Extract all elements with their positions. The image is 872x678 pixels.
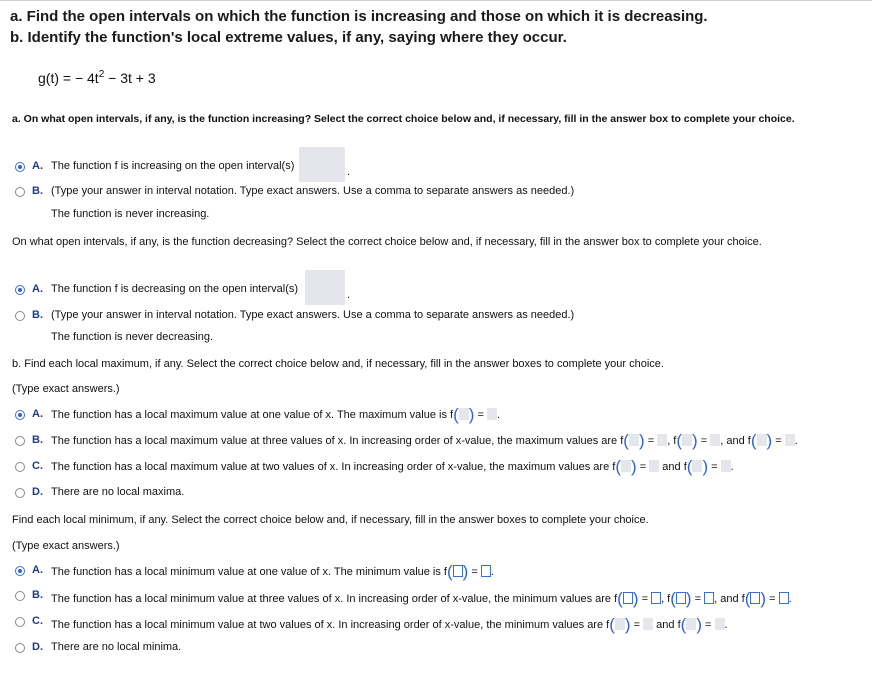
function-exponent: 2	[98, 69, 105, 80]
max-c-line	[51, 457, 734, 476]
equals: =	[769, 593, 776, 605]
paren: (	[680, 615, 687, 634]
paren: )	[692, 431, 698, 450]
choice-letter: B.	[32, 434, 43, 446]
period: .	[788, 593, 792, 605]
paren: (	[453, 405, 459, 424]
paren: (	[623, 431, 629, 450]
answer-box[interactable]	[623, 592, 633, 604]
radio-max-d[interactable]	[15, 488, 25, 498]
comma-f: , f	[667, 435, 677, 447]
min-a-line	[51, 562, 494, 581]
choice-text: The function has a local minimum value at one value of x. The minimum value is f	[51, 566, 447, 578]
question-increasing: a. On what open intervals, if any, is the function increasing? Select the correct choice below and, if necessary, fill in the answer box to complete your choice.	[12, 113, 795, 125]
paren: (	[670, 589, 676, 608]
equals: =	[633, 619, 641, 631]
choice-letter: B.	[32, 309, 43, 321]
choice-text: The function is never decreasing.	[51, 331, 214, 343]
hint-exact: (Type exact answers.)	[12, 540, 120, 552]
equals: =	[694, 593, 702, 605]
choice-text: The function has a local minimum value at three values of x. In increasing order of x-value, the minimum values are f	[51, 593, 618, 605]
function-expression	[38, 69, 156, 86]
period: .	[490, 566, 494, 578]
answer-box[interactable]	[453, 565, 463, 577]
period: .	[347, 166, 351, 178]
answer-box[interactable]	[785, 434, 795, 446]
choice-letter: B.	[32, 589, 43, 601]
radio-min-d[interactable]	[15, 643, 25, 653]
choice-letter: A.	[32, 160, 43, 172]
answer-box[interactable]	[686, 618, 696, 630]
paren: )	[760, 589, 767, 608]
paren: (	[617, 589, 623, 608]
equals: =	[705, 619, 712, 631]
comma-and-f: , and f	[720, 435, 751, 447]
answer-box[interactable]	[715, 618, 725, 630]
choice-text: The function is never increasing.	[51, 208, 210, 220]
question-local-max: b. Find each local maximum, if any. Select the correct choice below and, if necessary, fill in the answer boxes to complete your choice.	[12, 358, 664, 370]
choice-text: The function has a local minimum value at two values of x. In increasing order of x-value, the minimum values are f	[51, 619, 610, 631]
radio-dec-a[interactable]	[15, 285, 25, 295]
function-lhs: g(t) = − 4t	[38, 70, 99, 86]
paren: )	[685, 589, 692, 608]
answer-box[interactable]	[692, 460, 702, 472]
answer-box[interactable]	[704, 592, 714, 604]
choice-letter: A.	[32, 283, 43, 295]
paren: )	[468, 405, 475, 424]
and-f: and f	[662, 461, 687, 473]
choice-letter: A.	[32, 408, 43, 420]
question-decreasing: On what open intervals, if any, is the function decreasing? Select the correct choice below and, if necessary, fill in the answer box to complete your choice.	[12, 236, 762, 248]
answer-box[interactable]	[651, 592, 661, 604]
period: .	[730, 461, 734, 473]
choice-letter: B.	[32, 185, 43, 197]
answer-box[interactable]	[779, 592, 789, 604]
choice-hint: (Type your answer in interval notation. Type exact answers. Use a comma to separate answers as needed.)	[51, 185, 575, 197]
choice-text: The function has a local maximum value at one value of x. The maximum value is f	[51, 409, 454, 421]
period: .	[497, 409, 501, 421]
radio-max-b[interactable]	[15, 436, 25, 446]
paren: (	[676, 431, 683, 450]
equals: =	[641, 593, 648, 605]
answer-box[interactable]	[721, 460, 731, 472]
answer-box[interactable]	[757, 434, 767, 446]
answer-box[interactable]	[621, 460, 631, 472]
answer-box[interactable]	[615, 618, 625, 630]
choice-letter: C.	[32, 460, 43, 472]
paren: (	[446, 562, 453, 581]
and-f: and f	[656, 619, 681, 631]
choice-text: The function f is increasing on the open interval(s)	[51, 160, 295, 172]
equals: =	[477, 409, 484, 421]
radio-min-c[interactable]	[15, 617, 25, 627]
choice-text: The function has a local maximum value at two values of x. In increasing order of x-value, the maximum values are f	[51, 461, 616, 473]
answer-box[interactable]	[459, 408, 469, 420]
choice-letter: D.	[32, 486, 43, 498]
answer-box[interactable]	[657, 434, 667, 446]
min-b-line	[51, 589, 792, 608]
equals: =	[647, 435, 655, 447]
function-rhs: − 3t + 3	[104, 70, 156, 86]
answer-box[interactable]	[676, 592, 686, 604]
max-b-line	[51, 431, 798, 450]
choice-letter: A.	[32, 564, 43, 576]
paren: )	[638, 431, 645, 450]
answer-box[interactable]	[649, 460, 659, 472]
equals: =	[711, 461, 718, 473]
answer-box[interactable]	[750, 592, 760, 604]
paren: (	[615, 457, 621, 476]
radio-inc-a[interactable]	[15, 162, 25, 172]
paren: )	[696, 615, 702, 634]
radio-min-b[interactable]	[15, 591, 25, 601]
instruction-b: b. Identify the function's local extreme values, if any, saying where they occur.	[10, 29, 567, 46]
radio-min-a[interactable]	[15, 566, 25, 576]
choice-text: There are no local minima.	[51, 641, 182, 653]
answer-box[interactable]	[629, 434, 639, 446]
paren: )	[766, 431, 773, 450]
equals: =	[775, 435, 782, 447]
period: .	[794, 435, 798, 447]
equals: =	[471, 566, 478, 578]
choice-text: The function has a local maximum value at three values of x. In increasing order of x-value, the maximum values are f	[51, 435, 624, 447]
radio-max-c[interactable]	[15, 462, 25, 472]
equals: =	[639, 461, 647, 473]
question-local-min: Find each local minimum, if any. Select the correct choice below and, if necessary, fill in the answer boxes to complete your choice.	[12, 514, 649, 526]
radio-inc-b[interactable]	[15, 187, 25, 197]
comma-and-f: , and f	[714, 593, 745, 605]
paren: (	[686, 457, 693, 476]
choice-text: There are no local maxima.	[51, 486, 185, 498]
paren: )	[632, 589, 639, 608]
paren: )	[631, 457, 637, 476]
answer-box[interactable]	[643, 618, 653, 630]
instruction-a: a. Find the open intervals on which the function is increasing and those on which it is decreasing.	[10, 8, 708, 25]
radio-dec-b[interactable]	[15, 311, 25, 321]
paren: (	[750, 431, 757, 450]
period: .	[347, 289, 351, 301]
radio-max-a[interactable]	[15, 410, 25, 420]
paren: )	[702, 457, 709, 476]
choice-letter: D.	[32, 641, 43, 653]
paren: (	[744, 589, 751, 608]
choice-letter: C.	[32, 615, 43, 627]
equals: =	[700, 435, 708, 447]
paren: (	[609, 615, 615, 634]
choice-text: The function f is decreasing on the open interval(s)	[51, 283, 299, 295]
choice-hint: (Type your answer in interval notation. Type exact answers. Use a comma to separate answers as needed.)	[51, 309, 575, 321]
period: .	[724, 619, 728, 631]
min-c-line	[51, 615, 728, 634]
paren: )	[624, 615, 631, 634]
answer-box[interactable]	[710, 434, 720, 446]
max-a-line	[51, 405, 501, 424]
top-divider	[0, 0, 872, 1]
hint-exact: (Type exact answers.)	[12, 383, 120, 395]
comma-f: , f	[661, 593, 671, 605]
answer-box[interactable]	[682, 434, 692, 446]
answer-box-increasing[interactable]	[299, 147, 345, 182]
answer-box[interactable]	[487, 408, 497, 420]
answer-box[interactable]	[481, 565, 491, 577]
paren: )	[462, 562, 469, 581]
answer-box-decreasing[interactable]	[305, 270, 345, 305]
